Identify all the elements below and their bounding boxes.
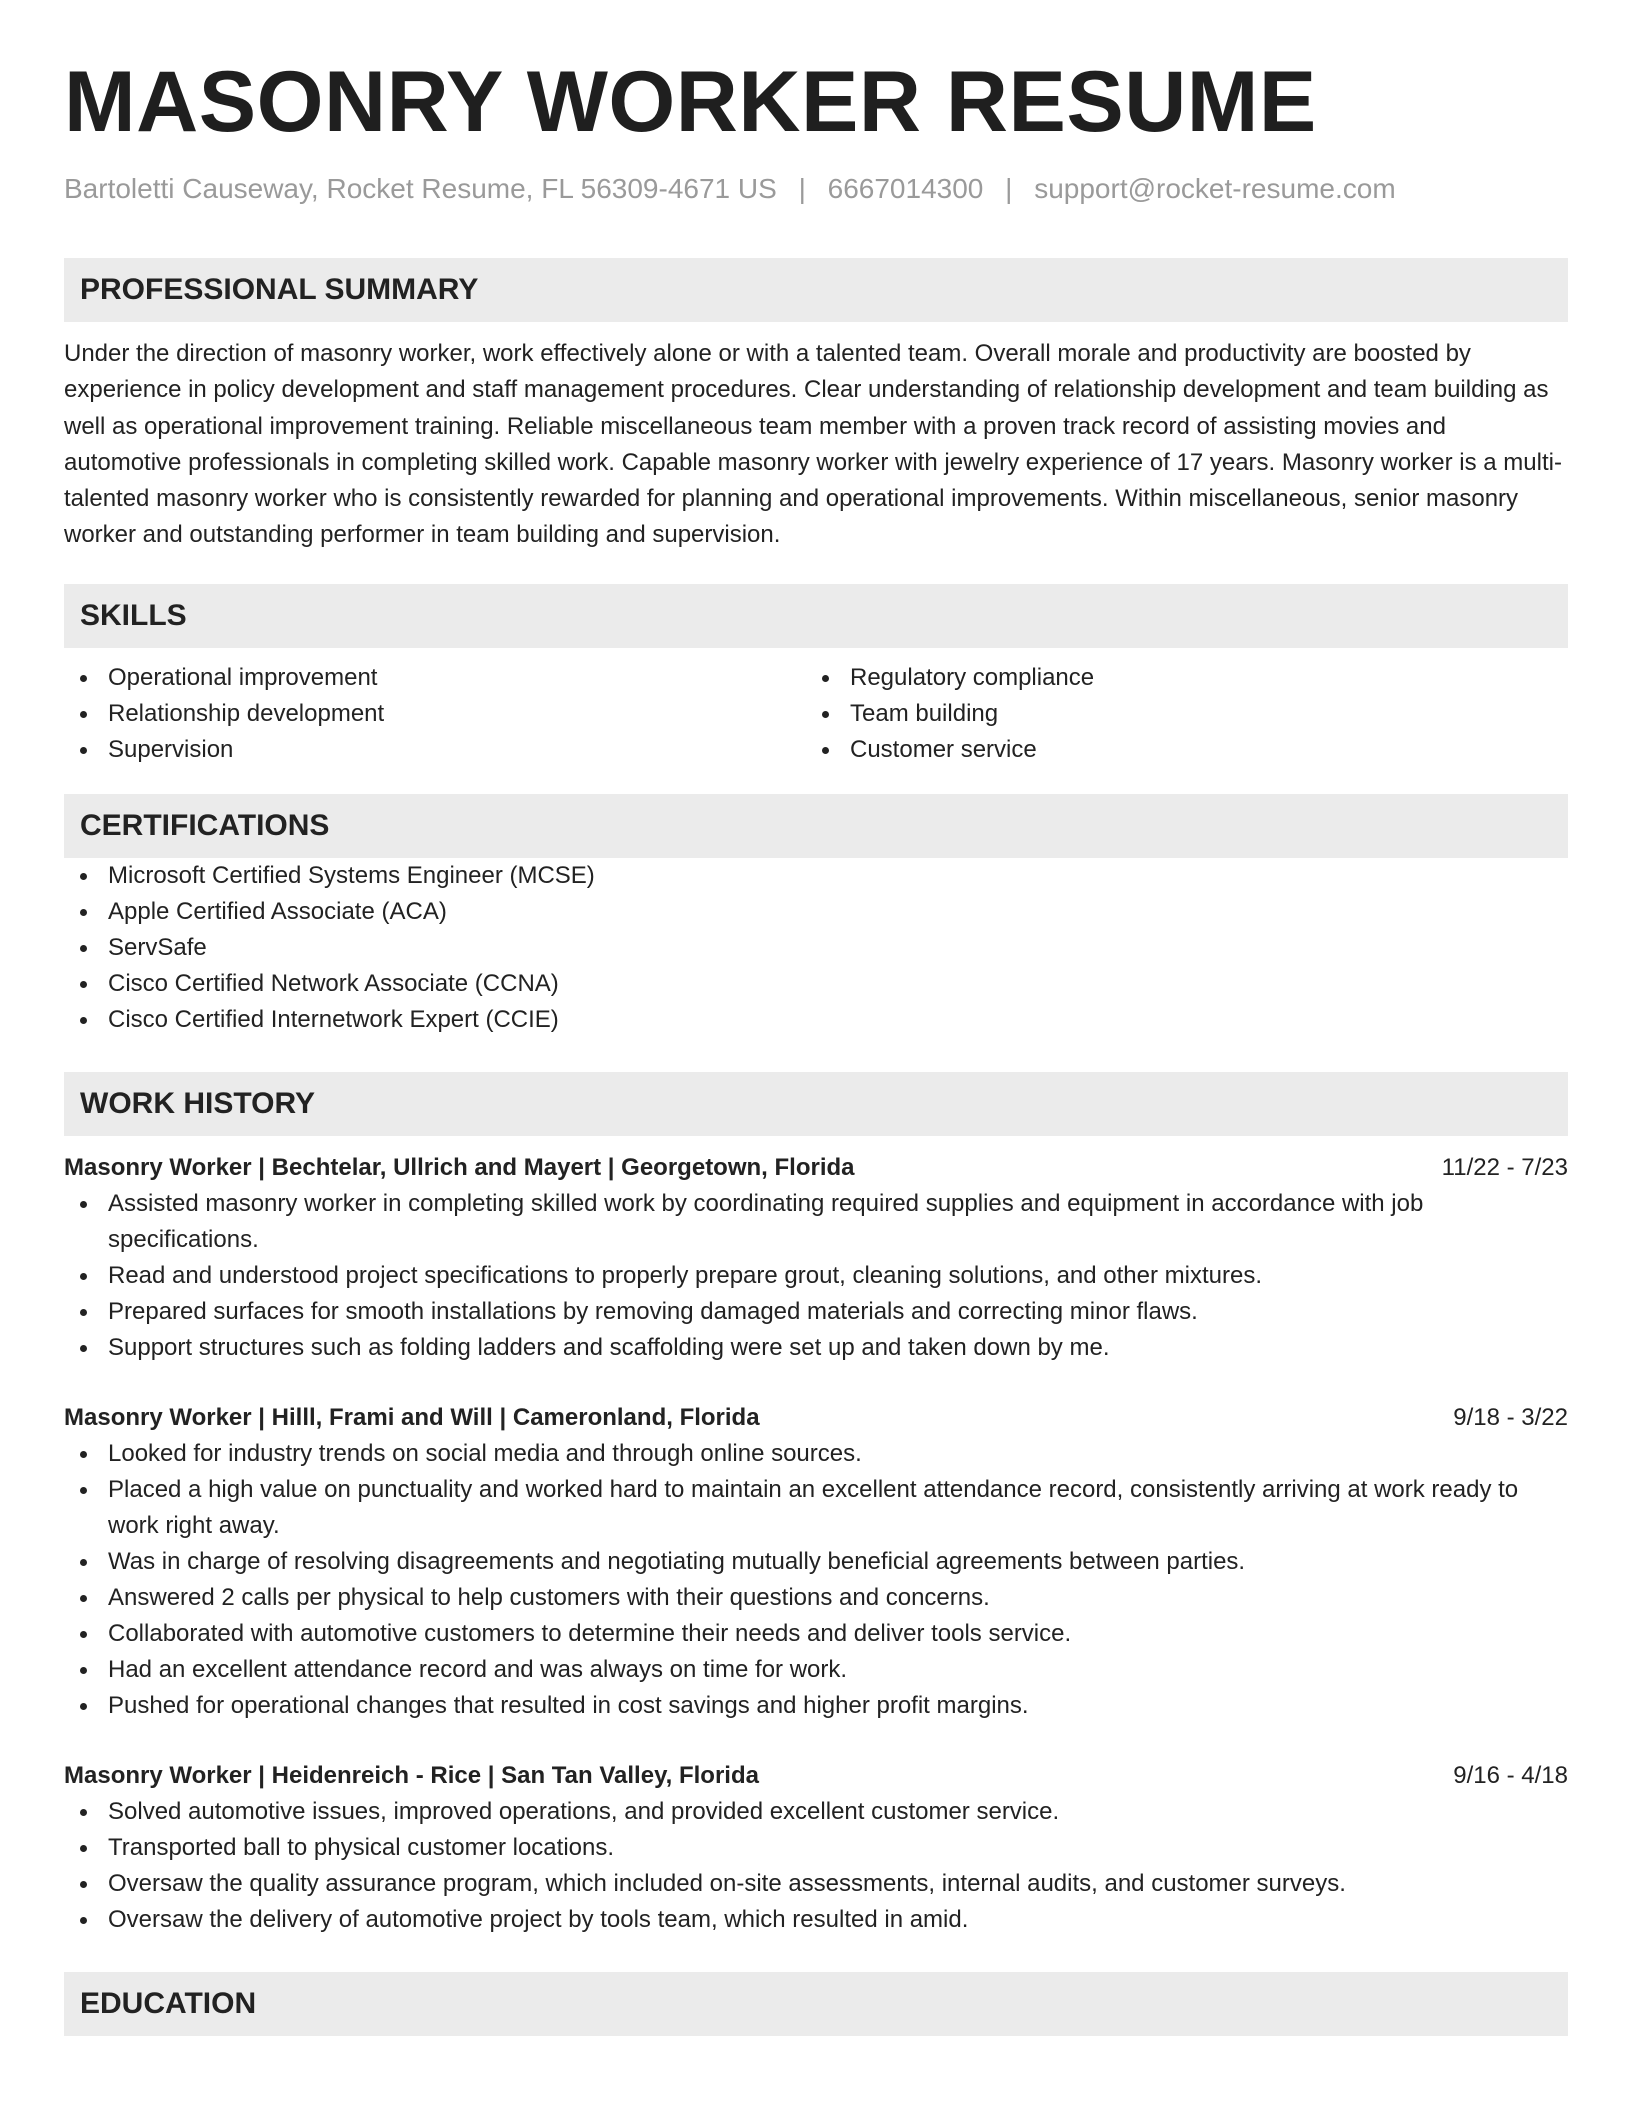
skill-item: Team building	[806, 696, 1548, 732]
job-bullet: Answered 2 calls per physical to help customers with their questions and concerns.	[64, 1580, 1568, 1616]
job-bullet: Assisted masonry worker in completing skilled work by coordinating required supplies and equipment in accordance with job specifications.	[64, 1186, 1568, 1258]
job-bullet: Oversaw the quality assurance program, which included on-site assessments, internal audits, and customer surveys.	[64, 1866, 1568, 1902]
job-entry	[64, 1150, 1568, 1366]
job-bullets	[64, 1186, 1568, 1366]
job-header	[64, 1150, 1568, 1186]
contact-address: Bartoletti Causeway, Rocket Resume, FL 56309-4671 US	[64, 173, 777, 204]
job-bullet: Support structures such as folding ladders and scaffolding were set up and taken down by me.	[64, 1330, 1568, 1366]
skills-list-left	[64, 660, 806, 768]
skill-item: Supervision	[64, 732, 806, 768]
skill-item: Regulatory compliance	[806, 660, 1548, 696]
job-bullet: Oversaw the delivery of automotive project by tools team, which resulted in amid.	[64, 1902, 1568, 1938]
certification-item: ServSafe	[64, 930, 1568, 966]
skills-grid	[64, 660, 1568, 768]
job-bullet: Was in charge of resolving disagreements and negotiating mutually beneficial agreements between parties.	[64, 1544, 1568, 1580]
summary-section-header: PROFESSIONAL SUMMARY	[64, 258, 1568, 322]
job-dates: 11/22 - 7/23	[1441, 1153, 1568, 1181]
job-bullet: Read and understood project specifications to properly prepare grout, cleaning solutions, and other mixtures.	[64, 1258, 1568, 1294]
job-title: Masonry Worker | Bechtelar, Ullrich and Mayert | Georgetown, Florida	[64, 1153, 855, 1181]
job-bullet: Solved automotive issues, improved operations, and provided excellent customer service.	[64, 1794, 1568, 1830]
skill-item: Operational improvement	[64, 660, 806, 696]
job-title: Masonry Worker | Heidenreich - Rice | San Tan Valley, Florida	[64, 1761, 759, 1789]
job-dates: 9/16 - 4/18	[1453, 1761, 1568, 1789]
job-bullet: Had an excellent attendance record and was always on time for work.	[64, 1652, 1568, 1688]
contact-phone: 6667014300	[827, 173, 984, 204]
certifications-section-header: CERTIFICATIONS	[64, 794, 1568, 858]
job-bullet: Collaborated with automotive customers to determine their needs and deliver tools service.	[64, 1616, 1568, 1652]
job-header	[64, 1400, 1568, 1436]
job-entry	[64, 1758, 1568, 1938]
education-section-header: EDUCATION	[64, 1972, 1568, 2036]
certification-item: Cisco Certified Internetwork Expert (CCIE)	[64, 1002, 1568, 1038]
job-title: Masonry Worker | Hilll, Frami and Will | Cameronland, Florida	[64, 1403, 760, 1431]
contact-line	[64, 172, 1568, 206]
job-bullets	[64, 1436, 1568, 1724]
job-dates: 9/18 - 3/22	[1453, 1403, 1568, 1431]
job-bullet: Pushed for operational changes that resulted in cost savings and higher profit margins.	[64, 1688, 1568, 1724]
skill-item: Customer service	[806, 732, 1548, 768]
skill-item: Relationship development	[64, 696, 806, 732]
contact-email: support@rocket-resume.com	[1034, 173, 1396, 204]
certification-item: Apple Certified Associate (ACA)	[64, 894, 1568, 930]
certification-item: Cisco Certified Network Associate (CCNA)	[64, 966, 1568, 1002]
contact-separator: |	[1005, 173, 1013, 204]
job-header	[64, 1758, 1568, 1794]
job-entry	[64, 1400, 1568, 1724]
skills-section-header: SKILLS	[64, 584, 1568, 648]
resume-title: MASONRY WORKER RESUME	[64, 54, 1317, 150]
certification-item: Microsoft Certified Systems Engineer (MCSE)	[64, 858, 1568, 894]
certifications-list	[64, 858, 1568, 1038]
job-bullet: Looked for industry trends on social media and through online sources.	[64, 1436, 1568, 1472]
job-bullets	[64, 1794, 1568, 1938]
skills-list-right	[806, 660, 1548, 768]
summary-text: Under the direction of masonry worker, work effectively alone or with a talented team. Overall morale and productivity are boosted by experience in policy development and staff management procedures. Clear understanding of relationship development and team building as well as operational improvement training. Reliable miscellaneous team member with a proven track record of assisting movies and automotive professionals in completing skilled work. Capable masonry worker with jewelry experience of 17 years. Masonry worker is a multi-talented masonry worker who is consistently rewarded for planning and operational improvements. Within miscellaneous, senior masonry worker and outstanding performer in team building and supervision.	[64, 340, 1562, 549]
job-bullet: Placed a high value on punctuality and worked hard to maintain an excellent attendance record, consistently arriving at work ready to work right away.	[64, 1472, 1568, 1544]
job-bullet: Transported ball to physical customer locations.	[64, 1830, 1568, 1866]
work-history-section-header: WORK HISTORY	[64, 1072, 1568, 1136]
contact-separator: |	[798, 173, 806, 204]
job-bullet: Prepared surfaces for smooth installations by removing damaged materials and correcting minor flaws.	[64, 1294, 1568, 1330]
